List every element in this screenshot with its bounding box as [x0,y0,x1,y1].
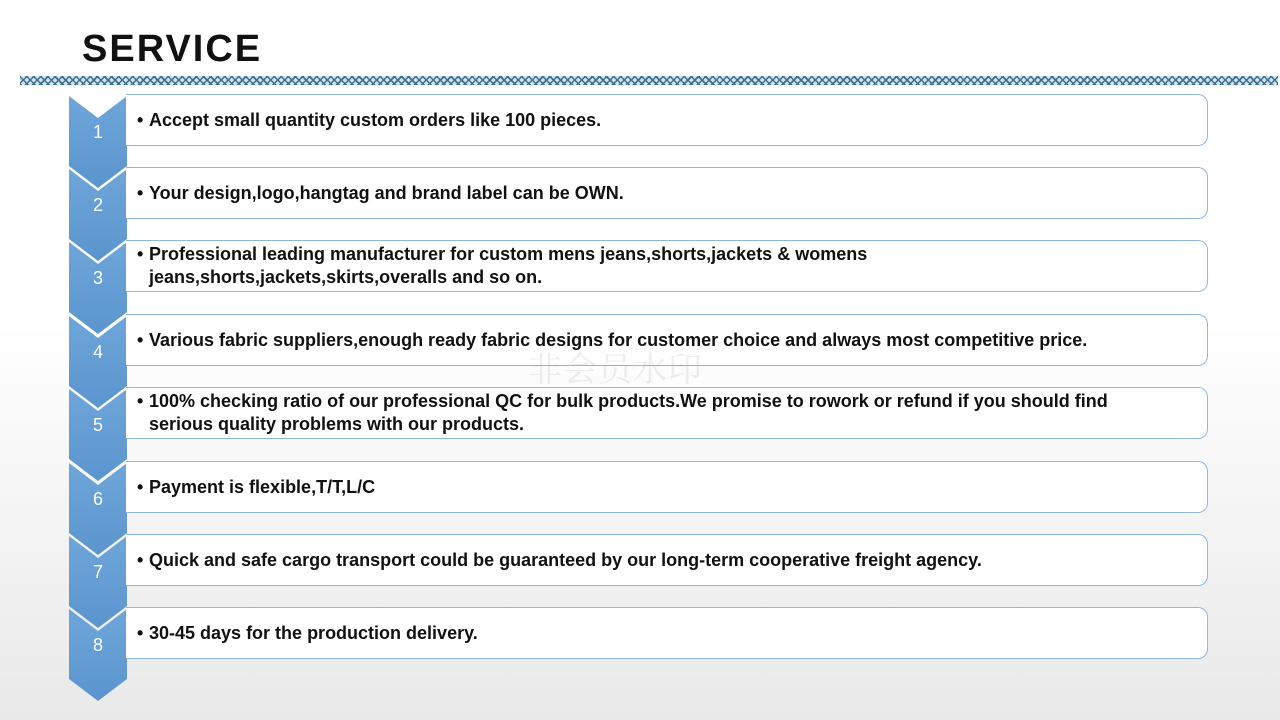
watermark: 非会员水印 [528,350,703,390]
service-text: Various fabric suppliers,enough ready fabric designs for customer choice and always most competitive price. [149,329,1088,350]
bullet-icon: • [137,476,144,497]
step-number: 1 [92,122,103,142]
step-number: 5 [92,415,103,435]
bullet-icon: • [137,391,144,411]
bullet-icon: • [137,109,144,130]
service-item [0,94,1280,168]
service-item [0,534,1280,608]
service-card [126,534,1208,586]
service-item [0,240,1280,314]
service-text: 100% checking ratio of our professional QC for bulk products.We promise to rowork or refund if you should find serious quality problems with our products. [149,391,1108,434]
service-card [126,94,1208,146]
step-number: 7 [92,562,103,582]
title-divider [20,76,1278,85]
service-text: Accept small quantity custom orders like 100 pieces. [149,109,602,130]
service-text: Your design,logo,hangtag and brand label can be OWN. [149,182,624,203]
service-item [0,387,1280,461]
step-number: 2 [92,195,103,215]
service-text: 30-45 days for the production delivery. [149,622,478,643]
service-item [0,167,1280,241]
bullet-icon: • [137,549,144,570]
service-card [126,461,1208,513]
bullet-icon: • [137,622,144,643]
service-item [0,461,1280,535]
service-card [126,314,1208,366]
service-text: Professional leading manufacturer for custom mens jeans,shorts,jackets & womens jeans,shorts,jackets,skirts,overalls and so on. [149,244,868,287]
service-card [126,167,1208,219]
step-number: 3 [92,268,103,288]
service-item [0,607,1280,681]
step-number: 4 [92,342,103,362]
service-card [126,387,1208,439]
bullet-icon: • [137,329,144,350]
service-item [0,314,1280,388]
service-card [126,607,1208,659]
step-number: 6 [92,489,103,509]
service-text: Payment is flexible,T/T,L/C [149,476,376,497]
bullet-icon: • [137,182,144,203]
bullet-icon: • [137,244,144,264]
slide-title: SERVICE [82,28,263,70]
step-number: 8 [92,635,103,655]
service-text: Quick and safe cargo transport could be guaranteed by our long-term cooperative freight agency. [149,549,982,570]
service-card [126,240,1208,292]
